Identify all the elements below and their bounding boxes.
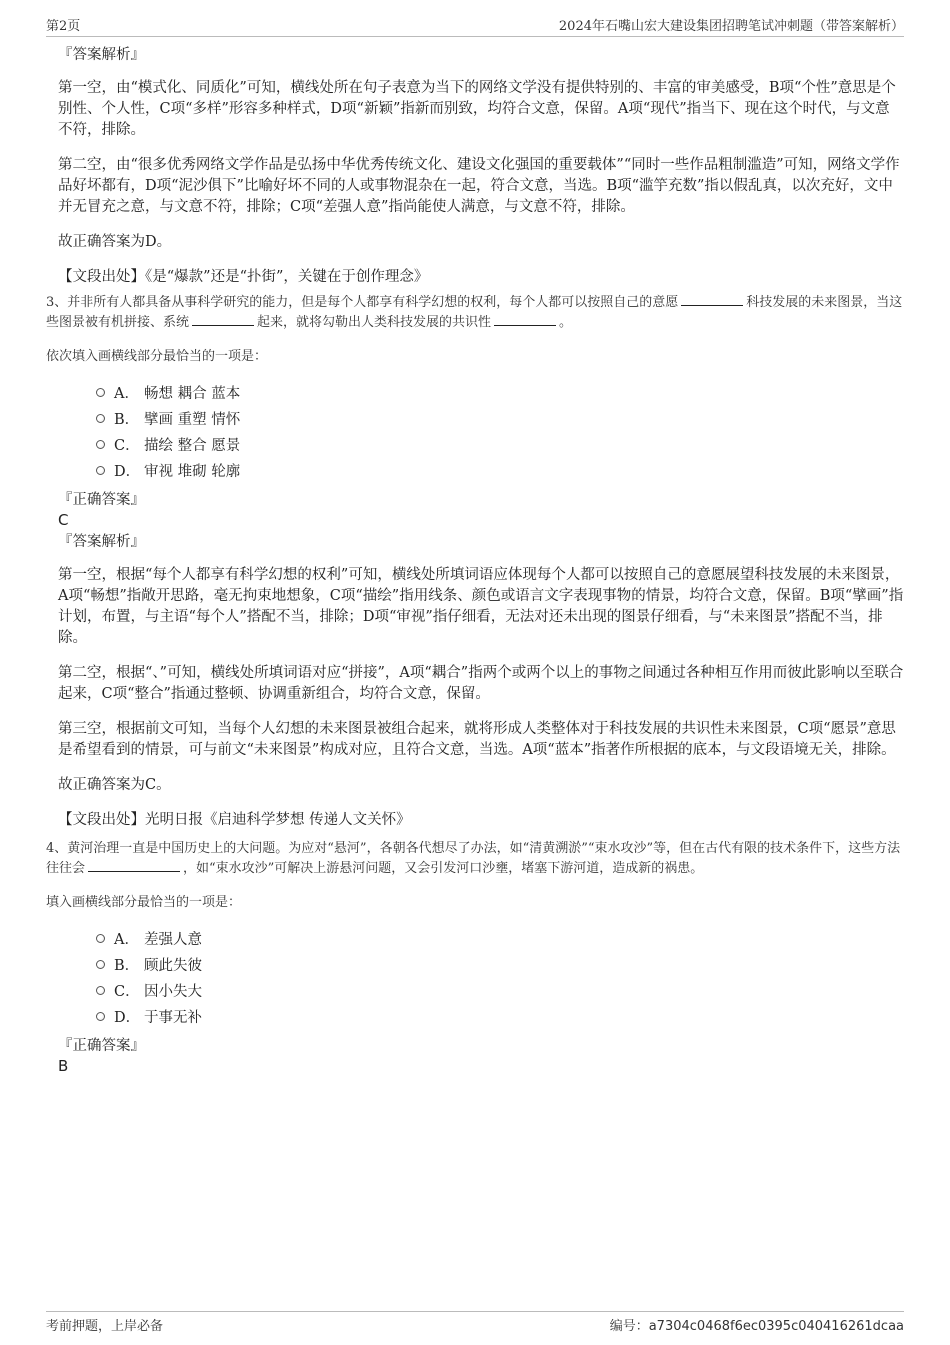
option-letter: D． — [114, 1009, 141, 1026]
option-letter: C． — [114, 437, 140, 454]
radio-icon[interactable] — [96, 440, 105, 449]
option-letter: D． — [114, 463, 141, 480]
q3-analysis-para1: 第一空，根据“每个人都享有科学幻想的权利”可知，横线处所填词语应体现每个人都可以按照自己的意愿展望科技发展的未来图景，A项“畅想”指敞开思路，毫无拘束地想象，C项“描绘”指用线条、颜色或语言文字表现事物的情景，均符合文意，保留。B项“擘画”指计划，布置，与主语“每个人”搭配不当，排除；D项“审视”指仔细看，无法对还未出现的图景仔细看，与“未来图景”搭配不当，排除。 — [58, 567, 904, 646]
q3-option-d[interactable] — [96, 457, 904, 483]
q3-options — [46, 379, 904, 483]
q3-option-c[interactable] — [96, 431, 904, 457]
q4-options — [46, 925, 904, 1029]
option-text: 畅想 耦合 蓝本 — [144, 385, 241, 402]
q2-analysis-para2: 第二空，由“很多优秀网络文学作品是弘扬中华优秀传统文化、建设文化强国的重要载体”“同时一些作品粗制滥造”可知，网络文学作品好坏都有，D项“泥沙俱下”比喻好坏不同的人或事物混杂在一起，符合文意，当选。B项“滥竽充数”指以假乱真，以次充好，文中并无冒充之意，与文意不符，排除；C项“差强人意”指尚能使人满意，与文意不符，排除。 — [58, 157, 900, 215]
q2-analysis-para1: 第一空，由“模式化、同质化”可知，横线处所在句子表意为当下的网络文学没有提供特别的、丰富的审美感受，B项“个性”意思是个别性、个人性，C项“多样”形容多种样式，D项“新颖”指新而别致，均符合文意，保留。A项“现代”指当下、现在这个时代，与文意不符，排除。 — [58, 80, 896, 138]
option-text: 顾此失彼 — [144, 957, 202, 974]
page-header — [46, 12, 904, 37]
q3-stem-part2: 科技发展的未来图景，当这些图景被有机拼接、系统 — [46, 295, 903, 330]
q3-blank-2 — [192, 313, 254, 326]
option-text: 因小失大 — [144, 983, 202, 1000]
document-id: 编号：a7304c0468f6ec0395c040416261dcaa — [609, 1319, 904, 1334]
q3-stem-part4: 。 — [559, 315, 573, 330]
option-text: 于事无补 — [144, 1009, 202, 1026]
option-text: 审视 堆砌 轮廓 — [144, 463, 241, 480]
option-text: 差强人意 — [144, 931, 202, 948]
q3-prompt: 依次填入画横线部分最恰当的一项是： — [46, 349, 268, 364]
q3-analysis-para2: 第二空，根据“、”可知，横线处所填词语对应“拼接”，A项“耦合”指两个或两个以上的事物之间通过各种相互作用而彼此影响以至联合起来，C项“整合”指通过整顿、协调重新组合，均符合文意，保留。 — [58, 665, 904, 702]
option-text: 描绘 整合 愿景 — [144, 437, 241, 454]
option-letter: C． — [114, 983, 140, 1000]
q2-conclusion: 故正确答案为D。 — [58, 234, 172, 250]
radio-icon[interactable] — [96, 388, 105, 397]
q4-blank — [88, 859, 180, 872]
radio-icon[interactable] — [96, 1012, 105, 1021]
page-number: 第2页 — [46, 19, 81, 34]
radio-icon[interactable] — [96, 934, 105, 943]
radio-icon[interactable] — [96, 960, 105, 969]
q3-stem — [46, 293, 904, 333]
q2-source: 【文段出处】《是“爆款”还是“扑街”，关键在于创作理念》 — [58, 269, 429, 285]
q3-stem-part3: 起来，就将勾勒出人类科技发展的共识性 — [257, 315, 492, 330]
page-content — [46, 44, 904, 1075]
q3-stem-part1: 3、并非所有人都具备从事科学研究的能力，但是每个人都享有科学幻想的权利，每个人都可以按照自己的意愿 — [46, 295, 679, 310]
q4-correct-answer: B — [58, 1057, 69, 1075]
option-letter: A． — [114, 385, 139, 402]
option-letter: A． — [114, 931, 139, 948]
q3-conclusion: 故正确答案为C。 — [58, 777, 171, 793]
document-title: 2024年石嘴山宏大建设集团招聘笔试冲刺题（带答案解析） — [558, 19, 904, 34]
q3-source: 【文段出处】光明日报《启迪科学梦想 传递人文关怀》 — [58, 812, 411, 828]
q4-stem-part2: ，如“束水攻沙”可解决上游悬河问题，又会引发河口沙壅，堵塞下游河道，造成新的祸患。 — [183, 861, 704, 876]
radio-icon[interactable] — [96, 986, 105, 995]
radio-icon[interactable] — [96, 466, 105, 475]
q4-option-a[interactable] — [96, 925, 904, 951]
page-footer — [46, 1311, 904, 1334]
q3-correct-answer: C — [58, 511, 69, 529]
q4-option-c[interactable] — [96, 977, 904, 1003]
option-letter: B． — [114, 411, 140, 428]
q3-option-a[interactable] — [96, 379, 904, 405]
option-text: 擘画 重塑 情怀 — [144, 411, 241, 428]
q2-analysis-label: 『答案解析』 — [58, 47, 145, 63]
q3-blank-1 — [681, 293, 743, 306]
q4-prompt: 填入画横线部分最恰当的一项是： — [46, 895, 242, 910]
radio-icon[interactable] — [96, 414, 105, 423]
q4-stem — [46, 839, 904, 879]
q3-option-b[interactable] — [96, 405, 904, 431]
q4-option-b[interactable] — [96, 951, 904, 977]
option-letter: B． — [114, 957, 140, 974]
q3-correct-label: 『正确答案』 — [58, 492, 145, 508]
q4-correct-label: 『正确答案』 — [58, 1038, 145, 1054]
q3-analysis-label: 『答案解析』 — [58, 534, 145, 550]
q3-analysis-para3: 第三空，根据前文可知，当每个人幻想的未来图景被组合起来，就将形成人类整体对于科技发展的共识性未来图景，C项“愿景”意思是希望看到的情景，可与前文“未来图景”构成对应，且符合文意，当选。A项“蓝本”指著作所根据的底本，与文段语境无关，排除。 — [58, 721, 896, 758]
q4-option-d[interactable] — [96, 1003, 904, 1029]
footer-slogan: 考前押题，上岸必备 — [46, 1319, 164, 1334]
q3-blank-3 — [494, 313, 556, 326]
q4-stem-part1: 4、黄河治理一直是中国历史上的大问题。为应对“悬河”，各朝各代想尽了办法，如“清黄溯淤”“束水攻沙”等，但在古代有限的技术条件下，这些方法往往会 — [46, 841, 901, 876]
